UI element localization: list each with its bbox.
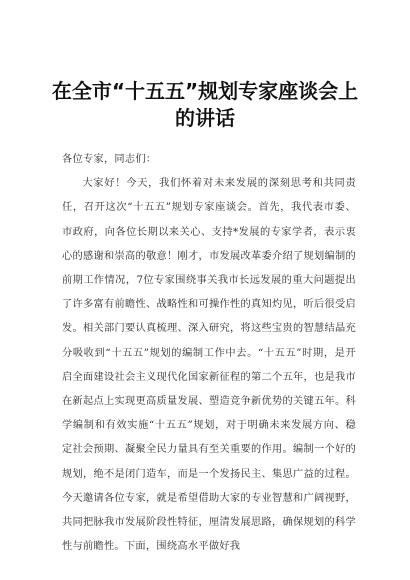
title-line-1: 在全市“十五五”规划专家座谈会上	[51, 79, 359, 103]
salutation: 各位专家，同志们：	[62, 154, 157, 165]
document-body	[62, 148, 356, 559]
body-paragraph: 大家好！今天，我们怀着对未来发展的深刻思考和共同责任，召开这次“十五五”规划专家座谈会。首先，我代表市委、市政府，向各位长期以来关心、支持*发展的专家学者，表示衷心的感谢和崇高的敬意！刚才，市发展改革委介绍了规划编制的前期工作情况，7位专家围绕事关我市长远发展的重大问题提出了许多富有前瞻性、战略性和可操作性的真知灼见，听后很受启发。相关部门要认真梳理、深入研究，将这些宝贵的智慧结晶充分吸收到“十五五”规划的编制工作中去。“十五五”时期，是开启全面建设社会主义现代化国家新征程的第二个五年，也是我市在新起点上实现更高质量发展、塑造竞争新优势的关键五年。科学编制和有效实施“十五五”规划，对于明确未来发展方向、稳定社会预期、凝聚全民力量具有至关重要的作用。编制一个好的规划，绝不是闭门造车，而是一个发扬民主、集思广益的过程。今天邀请各位专家，就是希望借助大家的专业智慧和广阔视野，共同把脉我市发展阶段性特征，厘清发展思路，确保规划的科学性与前瞻性。下面，围绕高水平做好我	[62, 178, 356, 553]
document-title	[30, 78, 380, 132]
title-line-2: 的讲话	[175, 106, 235, 130]
